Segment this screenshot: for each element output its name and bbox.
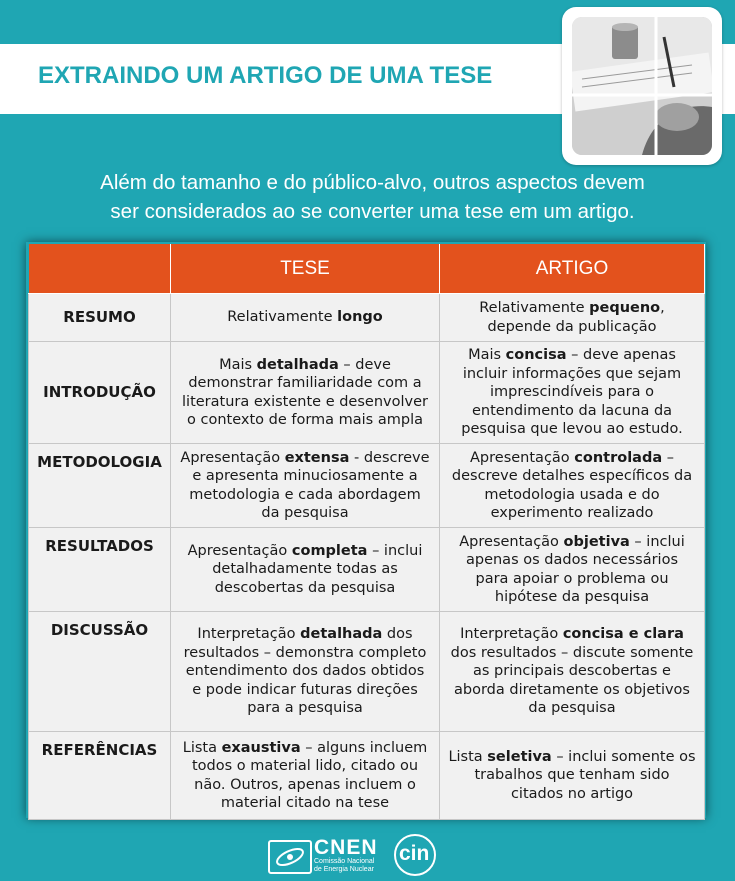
page-title: EXTRAINDO UM ARTIGO DE UMA TESE (38, 62, 493, 89)
row-label: RESUMO (29, 294, 171, 342)
emphasis-text: detalhada (256, 356, 339, 373)
emphasis-text: pequeno (589, 300, 661, 316)
emphasis-text: seletiva (487, 748, 552, 765)
tese-cell (171, 294, 440, 342)
intro-text (40, 168, 705, 226)
cell-text: Apresentação (180, 449, 285, 466)
cell-text: Apresentação (470, 449, 575, 466)
emphasis-text: concisa e clara (562, 626, 684, 643)
cell-text: Relativamente (479, 300, 590, 316)
cell-text: – inclui somente os trabalhos que tenham sido citados no artigo (474, 748, 696, 802)
emphasis-text: longo (337, 309, 383, 326)
artigo-cell (440, 732, 705, 820)
artigo-cell (440, 342, 705, 444)
emphasis-text: completa (291, 542, 368, 559)
cell-text: dos resultados – discute somente as principais descobertas e aborda diretamente os objetivos da pesquisa (450, 644, 694, 717)
row-label: REFERÊNCIAS (29, 732, 171, 820)
cell-text: Mais (468, 347, 506, 364)
emphasis-text: exaustiva (221, 739, 301, 756)
row-label: RESULTADOS (29, 528, 171, 612)
comparison-table (28, 244, 705, 820)
cell-text: Interpretação (460, 626, 563, 643)
cell-text: Interpretação (197, 626, 301, 643)
intro-line-2: ser considerados ao se converter uma tese em um artigo. (110, 200, 635, 223)
cnen-subtitle (314, 858, 374, 874)
cell-text: – inclui detalhadamente todas as descobertas da pesquisa (212, 542, 423, 596)
cell-text: Mais (219, 356, 257, 373)
emphasis-text: detalhada (300, 626, 383, 643)
table-row (29, 528, 705, 612)
tese-cell (171, 342, 440, 444)
cell-text: – deve apenas incluir informações que sejam imprescindíveis para o entendimento da lacuna da pesquisa que levou ao estudo. (461, 347, 683, 438)
artigo-cell (440, 528, 705, 612)
emphasis-text: extensa (284, 449, 350, 466)
artigo-cell (440, 612, 705, 732)
emphasis-text: controlada (574, 449, 663, 466)
cell-text: – descreve detalhes específicos da metodologia usada e do experimento realizado (451, 449, 693, 521)
tese-cell (171, 528, 440, 612)
header-blank (29, 244, 171, 294)
cell-text: – deve demonstrar familiaridade com a literatura existente e desenvolver o contexto de forma mais ampla (182, 356, 428, 428)
table-row (29, 294, 705, 342)
cell-text: Apresentação (187, 542, 292, 559)
cell-text: Apresentação (459, 533, 564, 550)
cnen-subtitle-line-2: de Energia Nuclear (314, 866, 374, 873)
cnen-logo-icon (268, 840, 312, 874)
row-label: DISCUSSÃO (29, 612, 171, 732)
emphasis-text: concisa (505, 347, 567, 364)
tese-cell (171, 612, 440, 732)
row-label: INTRODUÇÃO (29, 342, 171, 444)
desk-photo-icon (572, 17, 712, 155)
footer-logos (268, 832, 468, 876)
table-row (29, 342, 705, 444)
cell-text: - descreve e apresenta minuciosamente a metodologia e cada abordagem da pesquisa (189, 449, 430, 521)
header-tese: TESE (171, 244, 440, 294)
cell-text: dos resultados – demonstra completo entendimento dos dados obtidos e pode indicar futuras direções para a pesquisa (183, 626, 427, 717)
cnen-logo-text: CNEN (314, 836, 378, 859)
intro-line-1: Além do tamanho e do público-alvo, outros aspectos devem (100, 171, 645, 194)
table-row (29, 732, 705, 820)
tese-cell (171, 444, 440, 528)
table-header-row (29, 244, 705, 294)
cnen-subtitle-line-1: Comissão Nacional (314, 858, 375, 865)
cell-text: – inclui apenas os dados necessários para apoiar o problema ou hipótese da pesquisa (465, 533, 685, 605)
cell-text: Relativamente (227, 309, 338, 326)
tese-cell (171, 732, 440, 820)
artigo-cell (440, 444, 705, 528)
header-artigo: ARTIGO (440, 244, 705, 294)
cell-text: , depende da publicação (487, 300, 665, 335)
cell-text: Lista (448, 748, 488, 765)
artigo-cell (440, 294, 705, 342)
cell-text: – alguns incluem todos o material lido, citado ou não. Outros, apenas incluem o material citado na tese (191, 739, 428, 811)
table-row (29, 612, 705, 732)
cell-text: Lista (182, 739, 222, 756)
table-row (29, 444, 705, 528)
emphasis-text: objetiva (563, 533, 630, 550)
cin-logo-text: cin (399, 842, 430, 865)
header-photo-frame (562, 7, 722, 165)
row-label: METODOLOGIA (29, 444, 171, 528)
